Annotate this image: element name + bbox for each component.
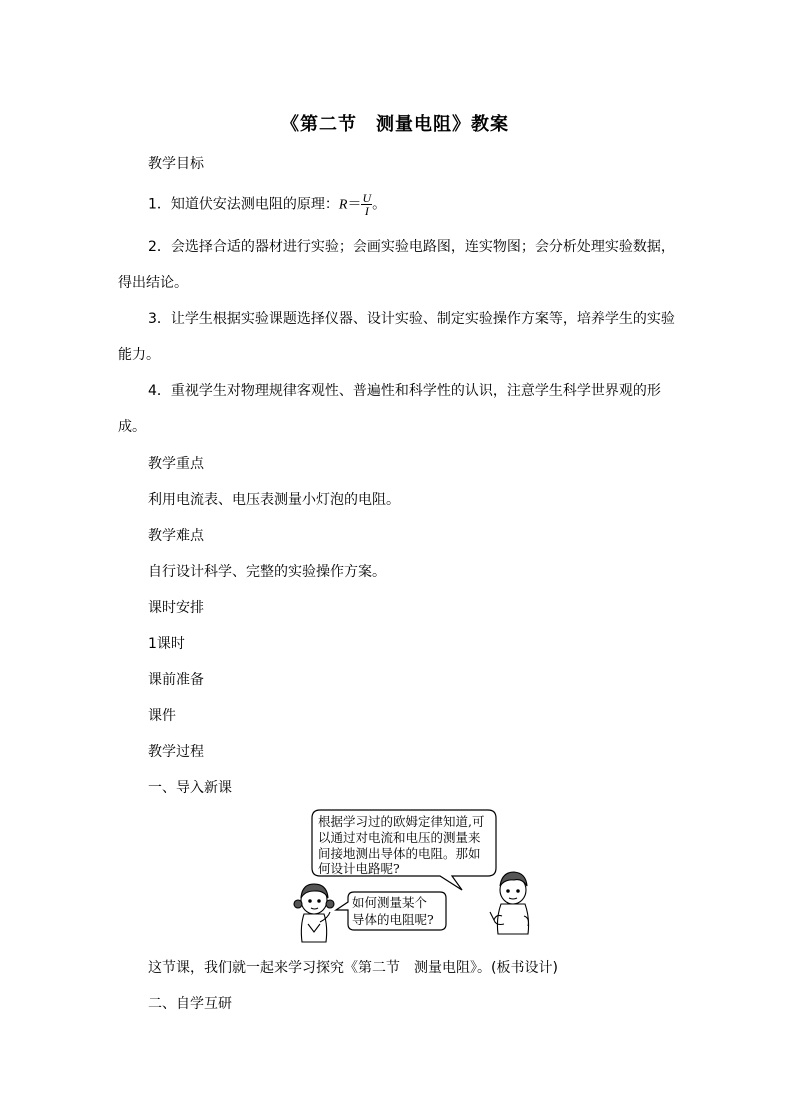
goal-2 bbox=[118, 229, 676, 301]
difficulty-text: 自行设计科学、完整的实验操作方案。 bbox=[148, 564, 386, 580]
goal-4-text: 4．重视学生对物理规律客观性、普遍性和科学性的认识，注意学生科学世界观的形成。 bbox=[118, 383, 661, 435]
prep-text: 课件 bbox=[148, 708, 176, 724]
formula-r: R bbox=[338, 197, 348, 213]
small-bubble-line-1: 如何测量某个 bbox=[352, 895, 428, 910]
large-bubble-line-3: 间接地测出导体的电阻。那如 bbox=[318, 846, 481, 861]
small-bubble-line-2: 导体的电阻呢? bbox=[352, 912, 434, 927]
dialogue-illustration bbox=[290, 800, 540, 950]
difficulty-heading: 教学难点 bbox=[148, 528, 204, 544]
schedule-heading: 课时安排 bbox=[148, 600, 204, 616]
formula-equals: ＝ bbox=[347, 196, 362, 213]
formula-fraction bbox=[361, 192, 372, 217]
document-title: 《第二节 测量电阻》教案 bbox=[281, 114, 509, 135]
large-bubble-line-4: 何设计电路呢? bbox=[318, 861, 400, 876]
part1-heading: 一、导入新课 bbox=[148, 780, 232, 796]
small-speech-bubble bbox=[336, 892, 446, 930]
large-bubble-line-2: 以通过对电流和电压的测量来 bbox=[318, 830, 481, 845]
part2-heading: 二、自学互研 bbox=[148, 996, 232, 1012]
goal-4 bbox=[118, 373, 676, 445]
key-text: 利用电流表、电压表测量小灯泡的电阻。 bbox=[148, 492, 400, 508]
intro-text: 这节课，我们就一起来学习探究《第二节 测量电阻》。(板书设计) bbox=[148, 960, 558, 976]
girl-student-icon bbox=[294, 884, 334, 942]
goal-1-text: 1．知道伏安法测电阻的原理： bbox=[148, 196, 339, 213]
goal-1-suffix: 。 bbox=[372, 196, 387, 213]
process-heading: 教学过程 bbox=[148, 744, 204, 760]
goal-2-text: 2．会选择合适的器材进行实验；会画实验电路图，连实物图；会分析处理实验数据，得出结论。 bbox=[118, 239, 675, 291]
large-speech-bubble bbox=[312, 810, 496, 890]
goals-heading: 教学目标 bbox=[148, 156, 204, 172]
key-heading: 教学重点 bbox=[148, 456, 204, 472]
formula-denominator: I bbox=[364, 204, 369, 218]
formula-numerator: U bbox=[362, 191, 372, 205]
large-bubble-line-1: 根据学习过的欧姆定律知道,可 bbox=[318, 814, 485, 829]
boy-student-icon bbox=[490, 872, 529, 934]
prep-heading: 课前准备 bbox=[148, 672, 204, 688]
goal-3-text: 3．让学生根据实验课题选择仪器、设计实验、制定实验操作方案等，培养学生的实验能力。 bbox=[118, 311, 675, 363]
goal-1 bbox=[148, 192, 386, 217]
goal-3 bbox=[118, 301, 676, 373]
schedule-text: 1课时 bbox=[148, 636, 185, 652]
